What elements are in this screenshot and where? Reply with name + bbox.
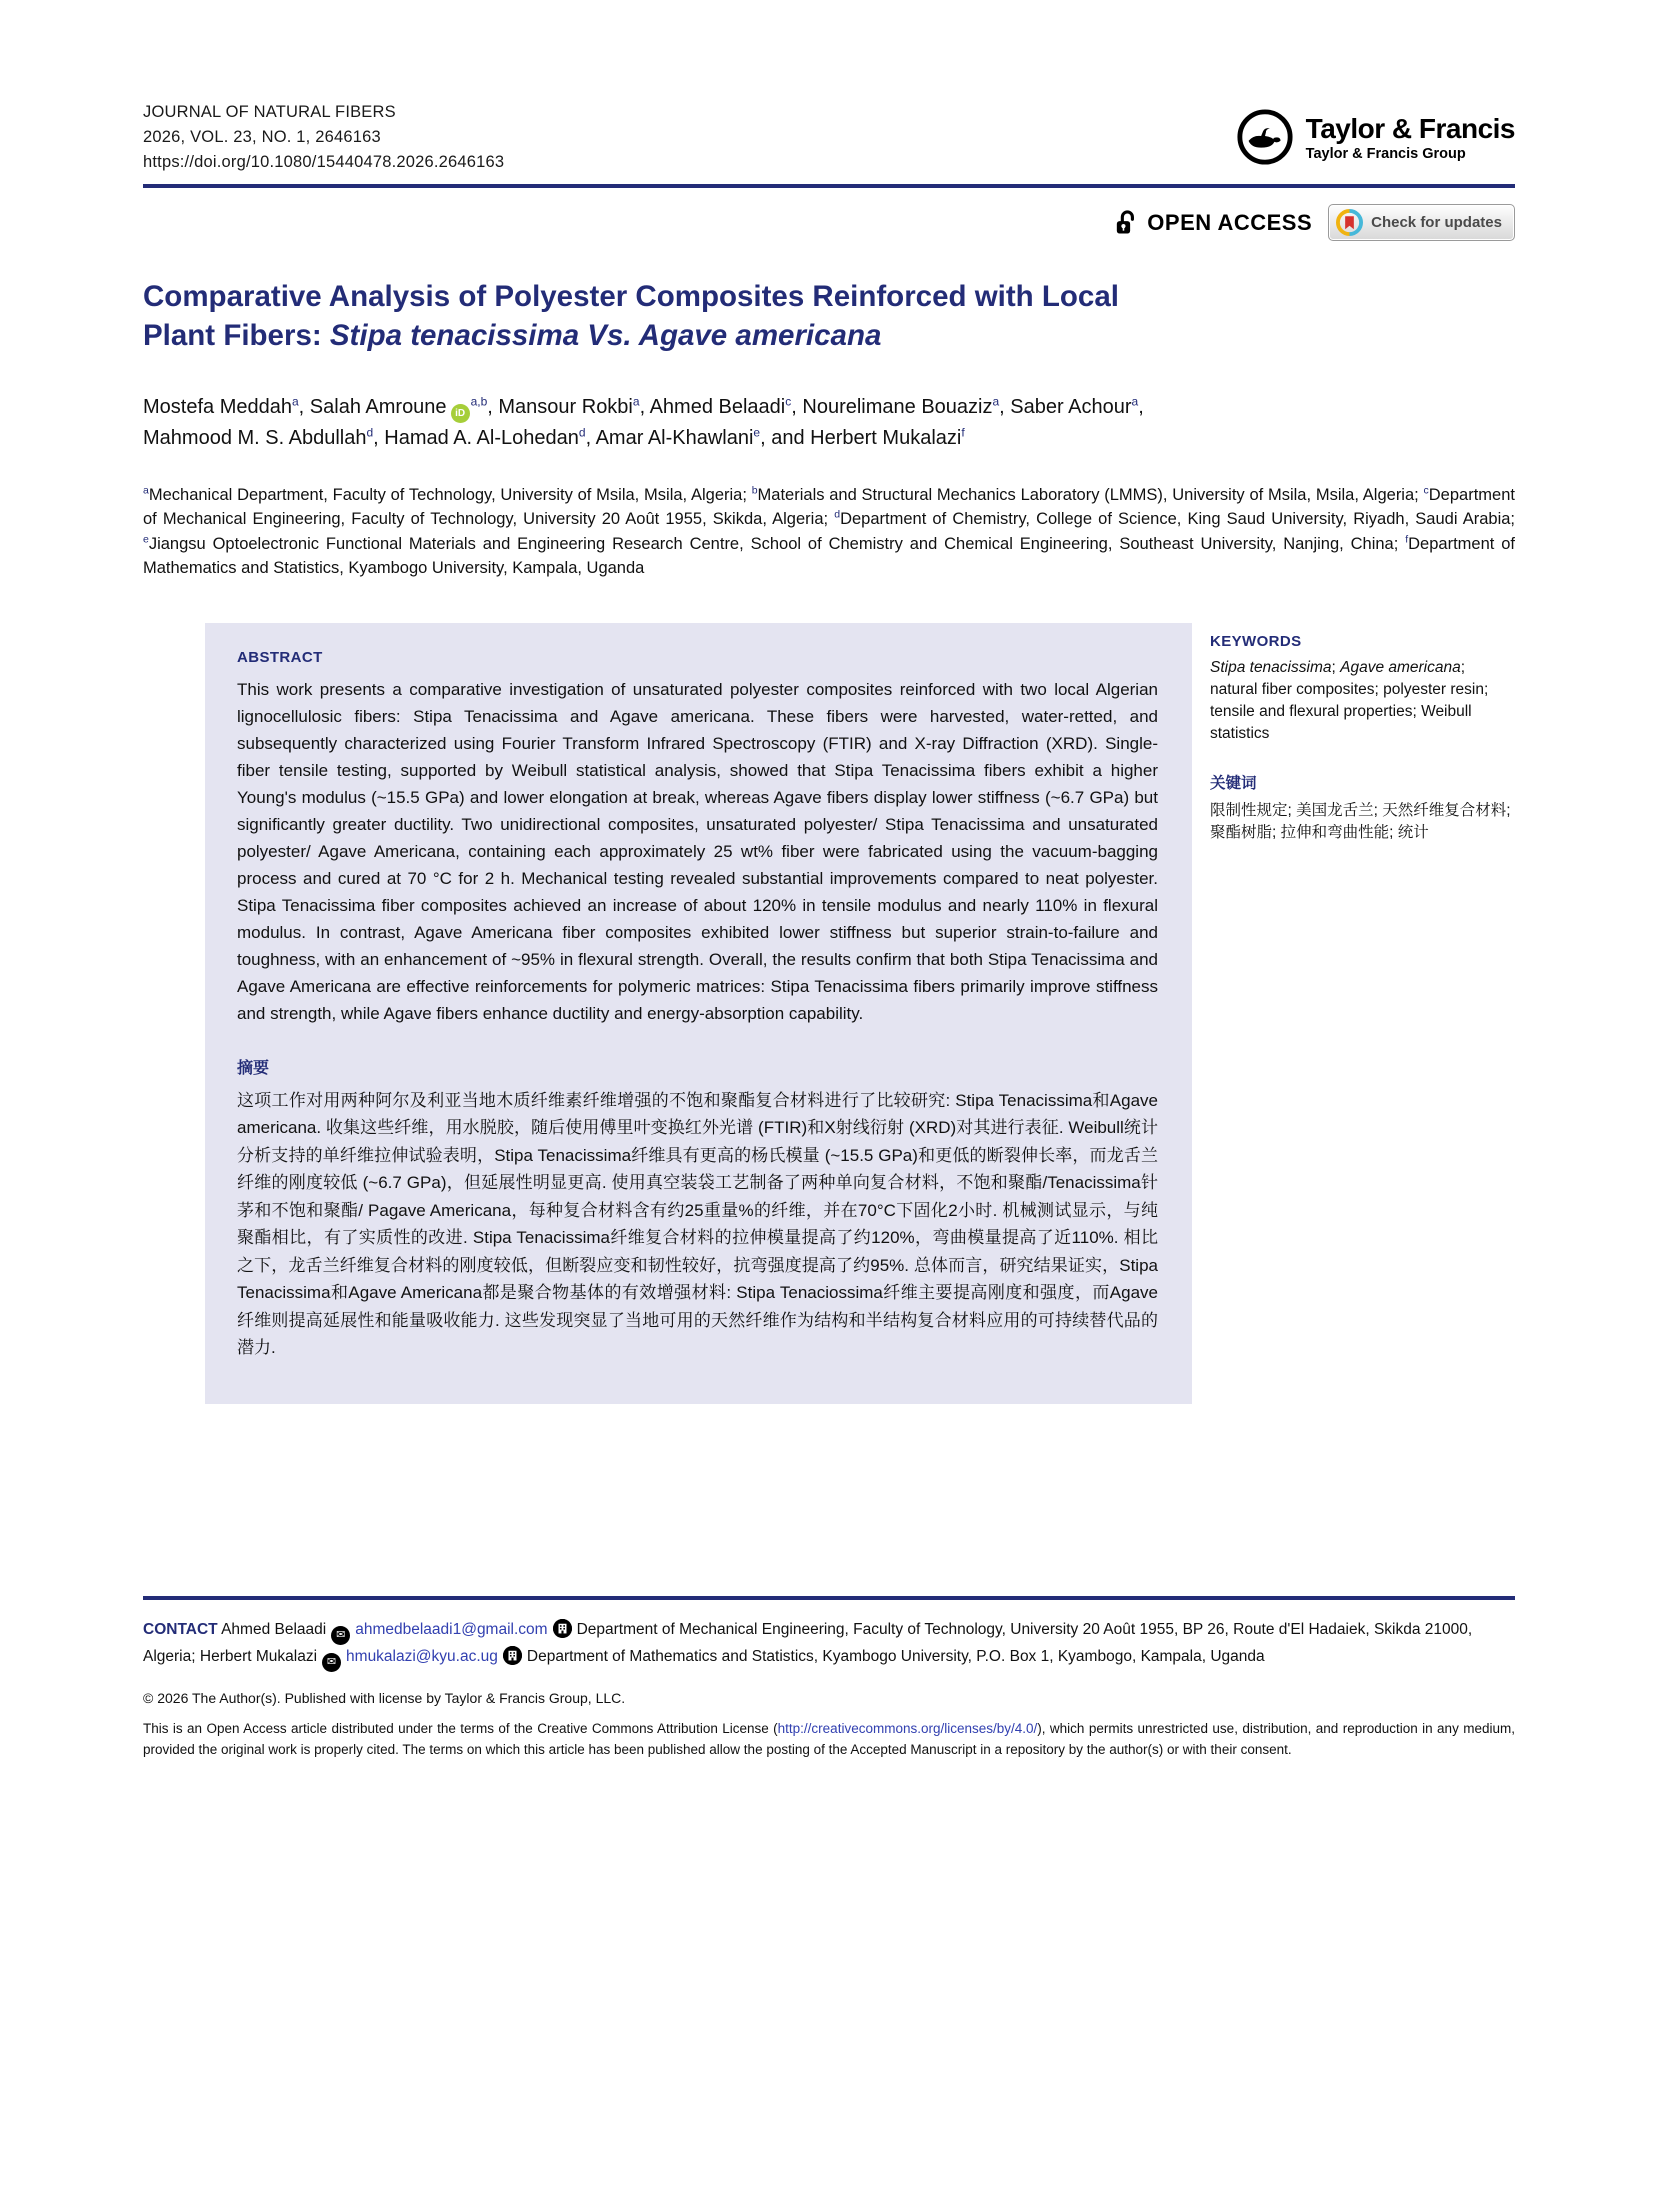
journal-issue: 2026, VOL. 23, NO. 1, 2646163 — [143, 127, 381, 146]
keyword-italic: Agave americana — [1340, 658, 1461, 676]
license-text: ), which permits unrestricted use, distribution, and reproduction in any medium, provided the original work is properly cited. The terms on which this article has been published allow the posting of the Accepted Manuscript in a repository by the author(s) or with their consent. — [143, 1720, 1515, 1758]
author-affil-sup: a — [1131, 394, 1139, 409]
abstract-text: This work presents a comparative investigation of unsaturated polyester composites reinforced with two local Algerian lignocellulosic fibers: Stipa Tenacissima and Agave americana. These fibers were harvested, water-retted, and subsequently characterized using Fourier Transform Infrared Spectroscopy (FTIR) and X-ray Diffraction (XRD). Single-fiber tensile testing, supported by Weibull statistical analysis, showed that Stipa Tenacissima fibers exhibit a higher Young's modulus (~15.5 GPa) and lower elongation at break, whereas Agave fibers display lower stiffness (~6.7 GPa) but significantly greater ductility. Two unidirectional composites, unsaturated polyester/ Stipa Tenacissima and unsaturated polyester/ Agave Americana, containing each approximately 25 wt% fiber were fabricated using the vacuum-bagging process and cured at 70 °C for 2 h. Mechanical testing revealed substantial improvements compared to neat polyester. Stipa Tenacissima fiber composites achieved an increase of about 120% in tensile modulus and nearly 110% in flexural modulus. In contrast, Agave Americana fiber composites exhibited lower stiffness but superior strain-to-failure and toughness, with an enhancement of ~95% in flexural strength. Overall, the results confirm that both Stipa Tenacissima and Agave Americana are effective reinforcements for polymeric matrices: Stipa Tenacissima fibers primarily improve stiffness and strength, while Agave fibers enhance ductility and energy-absorption capability. — [237, 679, 1158, 1023]
author-name: Amar Al-Khawlani — [595, 427, 754, 450]
author-list — [143, 392, 1213, 455]
journal-meta — [143, 100, 504, 174]
contact-name: Ahmed Belaadi — [221, 1620, 327, 1638]
author-affil-sup: c — [785, 394, 792, 409]
author-affil-sup: d — [578, 425, 586, 440]
keyword-separator: ; — [1331, 658, 1341, 676]
open-access-label: OPEN ACCESS — [1147, 209, 1313, 235]
journal-name: JOURNAL OF NATURAL FIBERS — [143, 103, 396, 121]
contact-address: Department of Mechanical Engineering, Faculty of Technology, University 20 Août 1955, BP 26, Route d'El Hadaiek, Skikda 21000, Algeria; — [143, 1620, 1473, 1665]
author-separator: , — [1138, 395, 1144, 418]
check-for-updates-button[interactable] — [1328, 204, 1515, 241]
open-lock-icon — [1115, 209, 1137, 236]
affil-text: Department of Mechanical Engineering, Faculty of Technology, University 20 Août 1955, Skikda, Algeria; — [143, 485, 1515, 529]
author-separator: , — [585, 427, 596, 450]
keywords-column — [1210, 623, 1512, 1404]
copyright-line: © 2026 The Author(s). Published with license by Taylor & Francis Group, LLC. — [143, 1689, 626, 1706]
affil-text: Materials and Structural Mechanics Laboratory (LMMS), University of Msila, Msila, Algeria; — [757, 485, 1424, 504]
author-affil-sup: f — [961, 425, 965, 440]
author-name: Nourelimane Bouaziz — [802, 395, 993, 418]
author-name: and Herbert Mukalazi — [771, 427, 962, 450]
doi-link[interactable]: https://doi.org/10.1080/15440478.2026.2646163 — [143, 152, 505, 171]
affil-sup: f — [1405, 533, 1409, 546]
taylor-francis-wordmark — [1306, 113, 1515, 162]
check-for-updates-label: Check for updates — [1371, 214, 1502, 232]
contact-label: CONTACT — [143, 1620, 218, 1638]
header-divider — [143, 184, 1515, 188]
author-affil-sup: e — [753, 425, 761, 440]
article-title — [143, 277, 1153, 355]
keywords-text — [1210, 657, 1512, 745]
building-icon — [553, 1619, 572, 1638]
title-plain: Comparative Analysis of Polyester Composites Reinforced with Local Plant Fibers: — [143, 280, 1119, 353]
title-italic-species: Stipa tenacissima Vs. Agave americana — [329, 319, 882, 353]
creative-commons-link[interactable]: http://creativecommons.org/licenses/by/4.0/ — [777, 1720, 1038, 1736]
page-header — [143, 100, 1515, 174]
author-name: Mahmood M. S. Abdullah — [143, 427, 367, 450]
author-name: Ahmed Belaadi — [649, 395, 786, 418]
contact-email-link[interactable]: hmukalazi@kyu.ac.ug — [346, 1647, 498, 1665]
author-separator: , — [487, 395, 499, 418]
author-separator: , — [760, 427, 772, 450]
open-access-badge — [1115, 209, 1312, 236]
author-name: Hamad A. Al-Lohedan — [384, 427, 579, 450]
affil-text: Department of Mathematics and Statistics, Kyambogo University, Kampala, Uganda — [143, 534, 1515, 578]
email-icon: ✉ — [322, 1653, 341, 1672]
author-name: Salah Amroune — [309, 395, 447, 418]
affil-sup: c — [1423, 484, 1429, 497]
keywords-cn-text: 限制性规定; 美国龙舌兰; 天然纤维复合材料; 聚酯树脂; 拉伸和弯曲性能; 统计 — [1210, 801, 1511, 842]
author-name: Mansour Rokbi — [498, 395, 633, 418]
contact-address: Department of Mathematics and Statistics, Kyambogo University, P.O. Box 1, Kyambogo, Kampala, Uganda — [526, 1647, 1265, 1665]
author-separator: , — [373, 427, 385, 450]
license-text: This is an Open Access article distributed under the terms of the Creative Commons Attribution License ( — [143, 1720, 778, 1736]
contact-block — [143, 1618, 1515, 1672]
publisher-name: Taylor & Francis — [1305, 112, 1515, 144]
footer-divider — [143, 1596, 1515, 1600]
affil-sup: a — [143, 484, 149, 497]
affil-sup: e — [143, 533, 149, 546]
author-affil-sup: a,b — [470, 394, 488, 409]
author-separator: , — [639, 395, 650, 418]
abstract-keywords-row — [205, 623, 1515, 1404]
author-affil-sup: a — [291, 394, 299, 409]
author-name: Saber Achour — [1010, 395, 1132, 418]
author-affil-sup: a — [992, 394, 1000, 409]
keywords-rest: ; natural fiber composites; polyester resin; tensile and flexural properties; Weibull statistics — [1210, 658, 1489, 742]
taylor-francis-lamp-icon — [1236, 108, 1294, 166]
abstract-cn-text: 这项工作对用两种阿尔及利亚当地木质纤维素纤维增强的不饱和聚酯复合材料进行了比较研究: Stipa Tenacissima和Agave americana. 收集这些纤维，用水脱胶，随后使用傅里叶变换红外光谱 (FTIR)和X射线衍射 (XRD)对其进行表征. Weibull统计分析支持的单纤维拉伸试验表明，Stipa Tenacissima纤维具有更高的杨氏模量 (~15.5 GPa)和更低的断裂伸长率，而龙舌兰纤维的刚度较低 (~6.7 GPa)，但延展性明显更高. 使用真空装袋工艺制备了两种单向复合材料，不饱和聚酯/Tenacissima针茅和不饱和聚酯/ Pagave Americana，每种复合材料含有约25重量%的纤维，并在70°C下固化2小时. 机械测试显示，与纯聚酯相比，有了实质性的改进. Stipa Tenacissima纤维复合材料的拉伸模量提高了约120%，弯曲模量提高了近110%. 相比之下，龙舌兰纤维复合材料的刚度较低，但断裂应变和韧性较好，抗弯强度提高了约95%. 总体而言，研究结果证实，Stipa Tenacissima和Agave Americana都是聚合物基体的有效增强材料: Stipa Tenaciossima纤维主要提高刚度和强度，而Agave纤维则提高延展性和能量吸收能力. 这些发现突显了当地可用的天然纤维作为结构和半结构复合材料应用的可持续替代品的潜力. — [237, 1090, 1158, 1358]
author-separator: , — [791, 395, 803, 418]
building-icon — [503, 1646, 522, 1665]
affil-text: Jiangsu Optoelectronic Functional Materials and Engineering Research Centre, School of Chemistry and Chemical Engineering, Southeast University, Nanjing, China; — [148, 534, 1406, 553]
author-separator: , — [999, 395, 1011, 418]
taylor-francis-logo — [1236, 108, 1515, 166]
keyword-italic: Stipa tenacissima — [1210, 658, 1332, 676]
abstract-heading: ABSTRACT — [237, 648, 323, 666]
affil-sup: b — [751, 484, 758, 497]
author-name: Mostefa Meddah — [143, 395, 292, 418]
affil-text: Mechanical Department, Faculty of Technology, University of Msila, Msila, Algeria; — [148, 485, 752, 504]
author-separator: , — [298, 395, 310, 418]
crossmark-icon — [1336, 209, 1363, 236]
author-affil-sup: a — [632, 394, 640, 409]
email-icon: ✉ — [331, 1626, 350, 1645]
badge-row — [143, 204, 1515, 241]
abstract-box — [205, 623, 1192, 1404]
affiliations — [143, 483, 1515, 581]
keywords-cn-heading: 关键词 — [1210, 774, 1257, 792]
author-affil-sup: d — [366, 425, 374, 440]
publisher-group: Taylor & Francis Group — [1305, 145, 1466, 162]
affil-sup: d — [834, 508, 841, 521]
keywords-heading: KEYWORDS — [1210, 632, 1302, 650]
contact-email-link[interactable]: ahmedbelaadi1@gmail.com — [355, 1620, 548, 1638]
license-paragraph — [143, 1718, 1515, 1761]
contact-name: Herbert Mukalazi — [199, 1647, 318, 1665]
orcid-icon[interactable]: iD — [451, 404, 470, 423]
abstract-cn-heading: 摘要 — [237, 1059, 270, 1077]
affil-text: Department of Chemistry, College of Science, King Saud University, Riyadh, Saudi Arabia; — [840, 510, 1516, 529]
